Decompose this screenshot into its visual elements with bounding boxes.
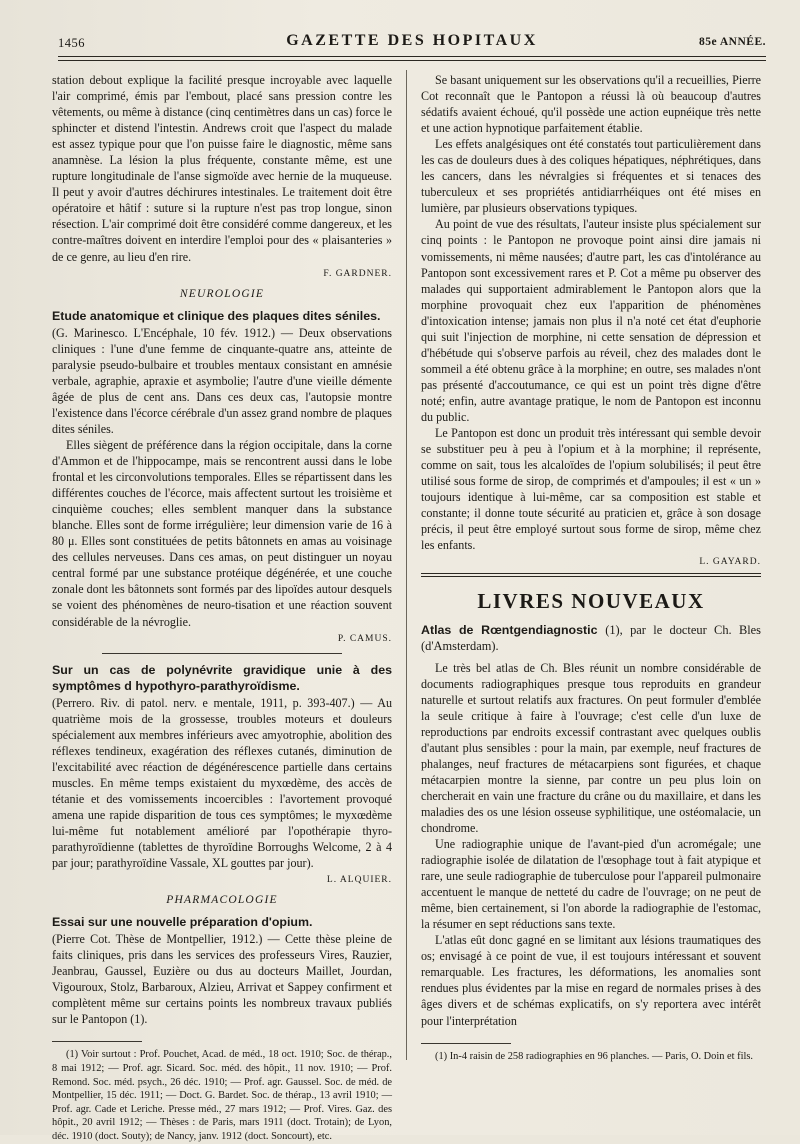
opium-paragraph: (Pierre Cot. Thèse de Montpellier, 1912.) — Cette thèse pleine de faits cliniques, pris dans les services des professeurs Vires, Rauzier, Jeanbrau, Gaussel, Euzière ou dus au docteurs Maillet, Jourdan, Vigouroux, Stolz, Barbaroux, Alzieu, Arrivat et Sappey confirment et complètent même sur certains points les nombreux travaux publiés sur le Pantopon (1). xyxy=(52,932,392,1027)
column-divider xyxy=(406,70,407,1060)
cot-paragraph-4: Le Pantopon est donc un produit très intéressant qui semble devoir se substituer peu à peu à l'opium et à la morphine; il représente, comme on sait, tous les alcaloïdes de l'opium solubilisés; il peut être utilisé sous forme de sirop, de comprimés et d'ampoules; il est « un » toujours identique à lui-même, car sa composition est stable et constante; il donne toute sécurité au praticien et, grâce à son dosage précis, il peut être employé surtout sous forme de sirop, même chez les enfants. xyxy=(421,426,761,553)
footnote-left: (1) Voir surtout : Prof. Pouchet, Acad. de méd., 18 oct. 1910; Soc. de thérap., 8 mai 1912; — Prof. agr. Sicard. Soc. méd. des hôpit., 11 nov. 1910; — Prof. Remond. Soc. méd. psych., 26 déc. 1910; — Prof. agr. Gaussel. Soc. de méd. de Montpellier, 15 déc. 1911; — Doct. G. Bardet. Soc. de thérap., 13 avril 1910; — Prof. agr. Cade et Leriche. Presse méd., 27 mars 1912; — Prof. Vires. Gaz. des hôpit., 20 avril 1912; — Thèses : de Paris, mars 1911 (doct. Trotain); de Lyon, déc. 1910 (doct. Souty); de Nancy, janv. 1912 (doct. Soncourt), etc. xyxy=(52,1049,392,1143)
cot-paragraph-1: Se basant uniquement sur les observations qu'il a recueillies, Pierre Cot reconnaît que le Pantopon a réussi là où beaucoup d'autres sédatifs avaient échoué, qu'il possède une action eupnéique très nette et une action hypnotique parfaitement établie. xyxy=(421,73,761,136)
signature-gardner: F. GARDNER. xyxy=(323,268,392,279)
volume-year: 85e ANNÉE. xyxy=(699,36,766,48)
section-pharmacologie: PHARMACOLOGIE xyxy=(166,894,278,907)
header-rule-thin xyxy=(58,60,766,61)
footnote-rule-right xyxy=(421,1043,511,1044)
atlas-title: Atlas de Rœntgendiagnostic xyxy=(421,622,598,637)
right-column xyxy=(421,72,761,1063)
article-heading-etude: Etude anatomique et clinique des plaques dites séniles. xyxy=(52,308,381,323)
atlas-paragraph-1: Le très bel atlas de Ch. Bles réunit un nombre considérable de documents radiographiques presque tous reproduits en grandeur naturelle et surtout relatifs aux fractures. On peut formuler d'emblée la seule critique à faire à l'ouvrage; c'est celle d'un luxe de reproductions par endroits excessif contrastant avec quelques oublis d'autant plus sensibles : pour la main, par exemple, neuf fractures de phalanges, neuf fractures de métacarpiens sont figurées, et chaque métacarpien montre la sienne, par contre un peu plus loin on chercherait en vain une fracture du crâne ou du maxillaire, et dans les maladies des os une lésion osseuse syphilitique, une ostéomalacie, un chondrome. xyxy=(421,660,761,835)
journal-title: GAZETTE DES HOPITAUX xyxy=(286,32,538,49)
header-rule xyxy=(58,56,766,57)
article-heading-polynevrite: Sur un cas de polynévrite gravidique unie à des symptômes d hypothyro-parathyroïdisme. xyxy=(52,662,392,693)
section-rule xyxy=(421,573,761,574)
left-column xyxy=(52,72,392,1144)
atlas-author: (1), par le docteur Ch. Bles (d'Amsterdam). xyxy=(421,622,761,653)
atlas-paragraph-2: Une radiographie unique de l'avant-pied d'un acromégale; une radiographie isolée de dilatation de l'œsophage tout à fait atypique et rare, une seule radiographie de tuberculose pour l'appareil pulmonaire accentuent le manque de netteté du cadre de l'ouvrage; on ne peut de même, bien certainement, si l'on aborde la radiographie de l'estomac, la résumer en sept réductions sans texte. xyxy=(421,837,761,932)
article-divider xyxy=(102,653,342,654)
footnote-right: (1) In-4 raisin de 258 radiographies en 96 planches. — Paris, O. Doin et fils. xyxy=(435,1050,753,1062)
gardner-paragraph: station debout explique la facilité presque incroyable avec laquelle l'air comprimé, émis par l'embout, placé sans pression contre les vêtements, ou même à distance (cinq centimètres dans un cas) force le sphincter et distend l'intestin. Andrews croit que l'aspect du malade est assez typique pour que l'on puisse faire le diagnostic, même sans anamnèse. La lésion la plus fréquente, constante même, est une rupture longitudinale de l'anse sigmoïde avec hernie de la muqueuse. Il peut y avoir d'autres déchirures intestinales. Le traitement doit être opératoire et hâtif : suture si la rupture n'est pas trop longue, sinon résection. L'air comprimé doit être considéré comme dangereux, et les contre-maîtres doivent en interdire l'emploi pour des « plaisanteries » de ce genre, au lieu d'en rire. xyxy=(52,73,392,264)
etude-paragraph-2: Elles siègent de préférence dans la région occipitale, dans la corne d'Ammon et de l'hippocampe, mais se rencontrent aussi dans le lobe frontal et les circonvolutions temporales. Elles se répartissent dans les différentes couches de l'écorce, mais affectent surtout les troisième et cinquième couches; elles semblent manquer dans la substance blanche. Elles sont de forme irrégulière; leur dimension varie de 16 à 80 μ. Elles sont constituées de petits bâtonnets en amas au voisinage des cellules nerveuses. Dans ces amas, on peut distinguer un noyau central formé par une substance protéique dégénérée, et une couche zonale dont les bâtonnets sont formés par des lipoïdes autour desquels se voient des phénomènes de neuro-tisation et une réaction souvent considérable de la névroglie. xyxy=(52,437,392,629)
cot-paragraph-2: Les effets analgésiques ont été constatés tout particulièrement dans les cas de douleurs dues à des coliques hépatiques, néphrétiques, dans les cancers, dans les névralgies si fréquentes et si tenaces des tuberculeux et ses propriétés antidiarrhéiques ont été mises en lumière, par plusieurs observations typiques. xyxy=(421,137,761,216)
footnote-rule xyxy=(52,1041,142,1042)
article-heading-atlas xyxy=(421,622,761,654)
cot-paragraph-3: Au point de vue des résultats, l'auteur insiste plus spécialement sur cinq points : le Pantopon ne provoque point ainsi dire jamais ni vomissements, ni même nausées; d'autre part, les cas d'intolérance au Pantopon sont excessivement rares et P. Cot a même pu observer des malades qui supportaient admirablement le Pantopon alors que la morphine provoquait chez eux l'apparition de phénomènes d'intoxication intense; jamais non plus il n'a noté cet état d'euphorie qui suit l'injection de morphine, ni cette sensation de dépression et d'hébétude qui s'observe parfois au réveil, chez des malades dont le sommeil a été obtenu grâce à la morphine; en outre, ses malades n'ont pas présenté d'accoutumance, ce qui est un point très digne d'être noté; enfin, autre avantage pratique, le nom de Pantopon est inconnu du public. xyxy=(421,217,761,424)
section-neurologie: NEUROLOGIE xyxy=(179,287,265,300)
article-heading-opium: Essai sur une nouvelle préparation d'opium. xyxy=(52,915,313,930)
signature-camus: P. CAMUS. xyxy=(337,633,392,644)
page-number: 1456 xyxy=(58,36,85,50)
signature-alquier: L. ALQUIER. xyxy=(326,875,392,886)
livres-nouveaux-title: LIVRES NOUVEAUX xyxy=(477,589,705,614)
atlas-paragraph-3: L'atlas eût donc gagné en se limitant aux lésions traumatiques des os; envisagé à ce point de vue, il est toujours intéressant et souvent remarquable. Les fractures, les déformations, les anomalies sont rendues plus évidentes par la mise en regard de normales prises à des âges divers et de schémas explicatifs, on s'y reportera avec intérêt pour l'interprétation xyxy=(421,933,761,1028)
signature-gayard: L. GAYARD. xyxy=(699,557,761,568)
polynevrite-paragraph: (Perrero. Riv. di patol. nerv. e mentale, 1911, p. 393-407.) — Au quatrième mois de la grossesse, troubles moteurs et douleurs spécialement aux membres inférieurs avec amyotrophie, abolition des réflexes tendineux, exagération des réflexes cutanés, diminution de l'excitabilité avec réaction de dégénérescence partielle dans certains muscles. En même temps existaient du myxœdème, des accès de tétanie et des vomissements incoercibles : l'avortement provoqué amena une rapide disparition de tous ces symptômes; le myxœdème lui-même fut notablement amélioré par l'opothérapie thyro-parathyroïdienne (tablettes de thyroïdine Borroughs Welcome, 2 à 4 par jour; parathyroïdine Vassale, XL gouttes par jour). xyxy=(52,695,392,871)
etude-intro: (G. Marinesco. L'Encéphale, 10 fév. 1912.) — Deux observations cliniques : l'une d'une femme de cinquante-quatre ans, atteinte de paralysie pseudo-bulbaire et troubles mentaux consistant en amnésie verbale, agraphie, apraxie et asymbolie; l'autre d'une vieille démente âgée de plus de cent ans. Dans ces deux cas, l'autopsie montre l'existence dans l'écorce cérébrale d'un assez grand nombre de plaques dites séniles. xyxy=(52,325,392,436)
section-rule-thin xyxy=(421,576,761,577)
